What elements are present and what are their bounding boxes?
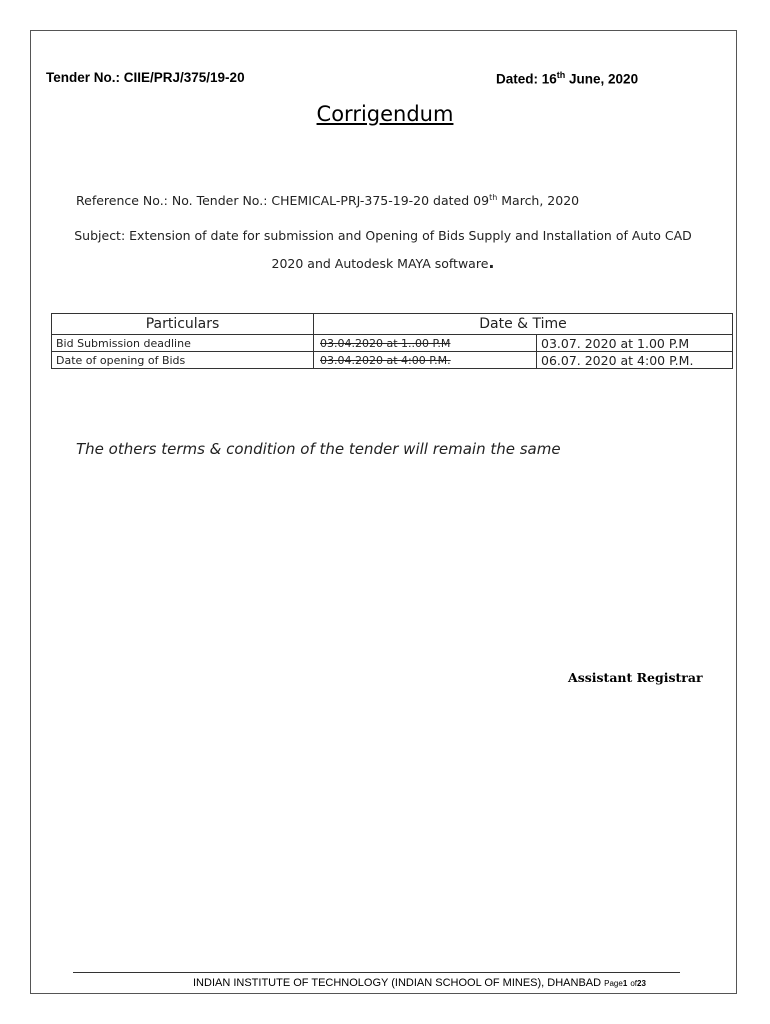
page-border [30,30,737,994]
date-prefix: Dated: 16 [496,71,557,87]
document-title: Corrigendum [316,102,454,126]
footer-page-total: 23 [637,979,646,988]
subject-line-2 [60,249,706,277]
table-header-row [52,314,733,335]
table-row [52,335,733,352]
row-new-date: 03.07. 2020 at 1.00 P.M [537,335,733,352]
reference-prefix: Reference No.: No. Tender No.: CHEMICAL-PRJ-375-19-20 dated 09 [76,193,490,209]
footer-page-current: 1 [622,979,628,988]
reference-suffix: March, 2020 [497,193,580,209]
subject-line-1: Subject: Extension of date for submission and Opening of Bids Supply and Installation of Auto CAD [74,228,692,243]
row-new-date: 06.07. 2020 at 4:00 P.M. [537,352,733,369]
subject-end-mark: . [488,253,495,272]
reference-line [76,193,579,208]
row-particular: Date of opening of Bids [52,352,314,369]
subject-block [60,222,706,277]
date-suffix: June, 2020 [565,71,639,87]
subject-line-2-text: 2020 and Autodesk MAYA software [271,256,489,271]
date-superscript: th [556,70,566,80]
reference-superscript: th [489,193,498,202]
header-particulars: Particulars [52,314,314,335]
signature-title: Assistant Registrar [568,670,703,685]
row-old-date: 03.04.2020 at 4:00 P.M. [314,352,537,369]
date-line [496,70,638,87]
dates-table [51,313,733,369]
header-date-time: Date & Time [314,314,733,335]
tender-number: Tender No.: CIIE/PRJ/375/19-20 [46,70,245,85]
footer [193,977,646,989]
table-row [52,352,733,369]
footer-institute: INDIAN INSTITUTE OF TECHNOLOGY (INDIAN SCHOOL OF MINES), DHANBAD [193,977,602,989]
terms-note: The others terms & condition of the tender will remain the same [76,440,561,458]
footer-page-of: of [630,979,637,988]
row-old-date: 03.04.2020 at 1..00 P.M [314,335,537,352]
footer-page-label: Page [604,979,623,988]
row-particular: Bid Submission deadline [52,335,314,352]
footer-divider [73,972,680,973]
